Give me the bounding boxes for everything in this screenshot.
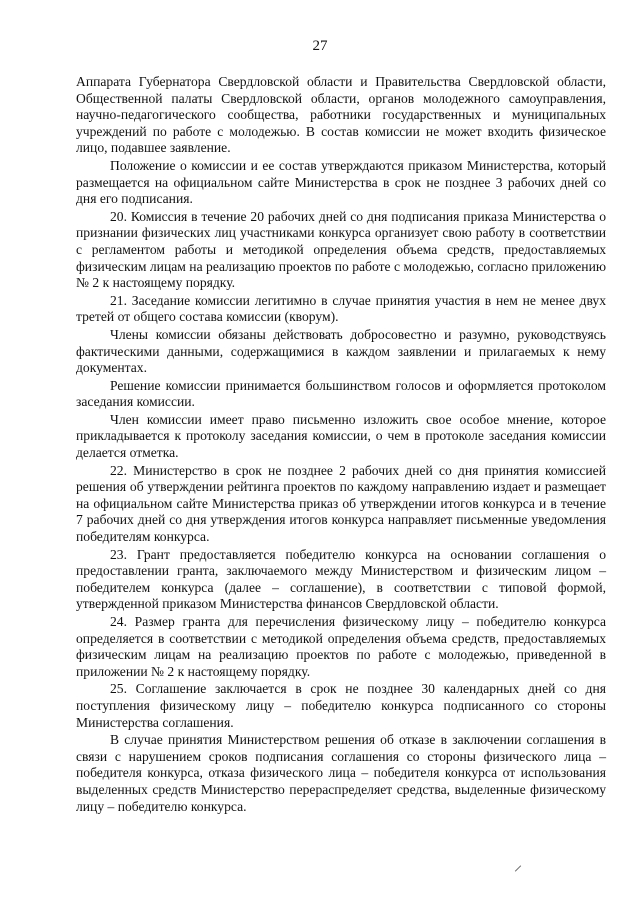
paragraph-23: 23. Грант предоставляется победителю конкурса на основании соглашения о предоставлении гранта, заключаемого между Министерством и физическим лицом – победителем конкурса (далее – соглашение), в соответствии с типовой формой, утвержденной приказом Министерства финансов Свердловской области. — [76, 546, 606, 612]
paragraph-continuation: Аппарата Губернатора Свердловской области и Правительства Свердловской области, Общественной палаты Свердловской области, органов молодежного самоуправления, научно-педагогического сообщества, работники государственных и муниципальных учреждений по работе с молодежью. В состав комиссии не может входить физическое лицо, подавшее заявление. — [76, 74, 606, 156]
paragraph-20: 20. Комиссия в течение 20 рабочих дней со дня подписания приказа Министерства о признании физических лиц участниками конкурса организует свою работу в соответствии с регламентом работы и методикой определения объема средств, предоставляемых физическим лицам на реализацию проектов по работе с молодежью, согласно приложению № 2 к настоящему порядку. — [76, 208, 606, 291]
scan-mark — [515, 865, 521, 871]
paragraph-dissent: Член комиссии имеет право письменно изложить свое особое мнение, которое прикладывается к протоколу заседания комиссии, о чем в протоколе заседания комиссии делается отметка. — [76, 411, 606, 461]
document-body — [76, 74, 606, 815]
paragraph-25: 25. Соглашение заключается в срок не позднее 30 календарных дней со дня поступления физическому лицу – победителю конкурса подписанного со стороны Министерства соглашения. — [76, 681, 606, 730]
paragraph-22: 22. Министерство в срок не позднее 2 рабочих дней со дня принятия комиссией решения об утверждении рейтинга проектов по каждому направлению издает и размещает на официальном сайте Министерства приказ об утверждении итогов конкурса и в течение 7 рабочих дней со дня утверждения итогов конкурса направляет письменные уведомления победителям конкурса. — [76, 462, 606, 545]
paragraph-24: 24. Размер гранта для перечисления физическому лицу – победителю конкурса определяется в соответствии с методикой определения объема средств, предоставляемых физическим лицам на реализацию проектов по работе с молодежью, приведенной в приложении № 2 к настоящему порядку. — [76, 614, 606, 679]
paragraph-21: 21. Заседание комиссии легитимно в случае принятия участия в нем не менее двух третей от общего состава комиссии (кворум). — [76, 292, 606, 325]
paragraph-decision: Решение комиссии принимается большинством голосов и оформляется протоколом заседания комиссии. — [76, 377, 606, 410]
paragraph-refusal: В случае принятия Министерством решения об отказе в заключении соглашения в связи с нарушением сроков подписания соглашения со стороны физического лица – победителя конкурса, отказа физического лица – победителя конкурса от использования выделенных средств Министерство перераспределяет средства, выделенные физическому лицу – победителю конкурса. — [76, 732, 606, 814]
paragraph-members-duty: Члены комиссии обязаны действовать добросовестно и разумно, руководствуясь фактическими данными, содержащимися в каждом заявлении и прилагаемых к нему документах. — [76, 326, 606, 376]
paragraph-commission-regulation: Положение о комиссии и ее состав утверждаются приказом Министерства, который размещается на официальном сайте Министерства в срок не позднее 3 рабочих дней со дня его подписания. — [76, 157, 606, 207]
page-number: 27 — [312, 38, 328, 54]
